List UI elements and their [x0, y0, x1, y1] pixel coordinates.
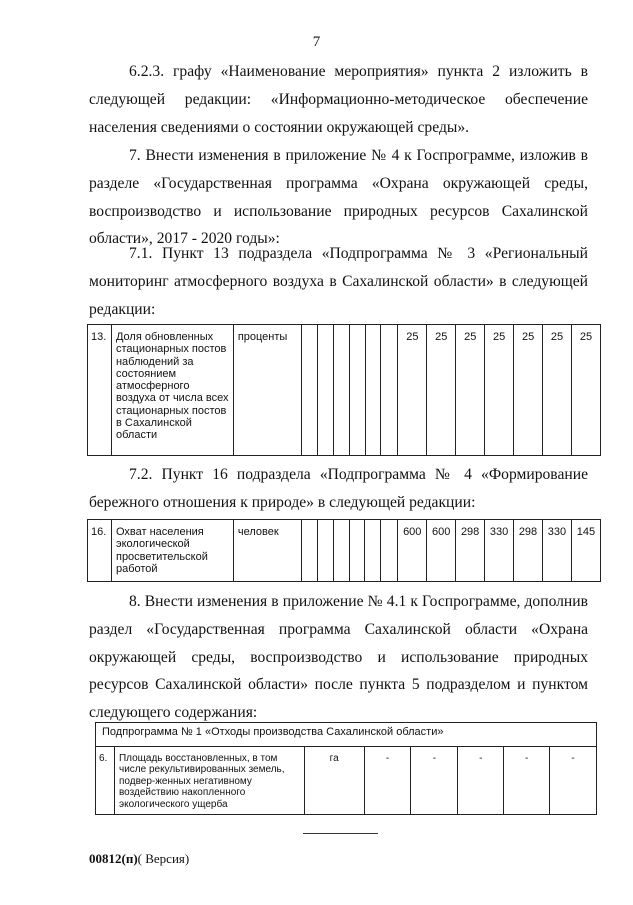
value-cell: [365, 325, 381, 456]
indicator-name: Охват населения экологической просветительской работой: [111, 520, 233, 582]
value-cell: [301, 520, 317, 582]
value-cell: 600: [427, 520, 456, 582]
value-cell: 298: [514, 520, 543, 582]
table-item-16: [87, 519, 601, 582]
paragraph-7-1: 7.1. Пункт 13 подраздела «Подпрограмма № 3 «Региональный мониторинг атмосферного воздуха в Сахалинской области» в следующей редакции:: [89, 245, 588, 318]
value-cell: 25: [456, 325, 485, 456]
value-cell: [365, 520, 381, 582]
row-number: 6.: [96, 747, 115, 815]
separator-line: [303, 833, 378, 834]
table-row: [88, 325, 601, 456]
value-cell: 25: [485, 325, 514, 456]
unit-cell: проценты: [233, 325, 301, 456]
value-cell: [317, 520, 333, 582]
value-cell: 298: [456, 520, 485, 582]
value-cell: 25: [572, 325, 601, 456]
table-subprogram-1: [95, 722, 597, 815]
value-cell: -: [458, 747, 504, 815]
page-number: 7: [312, 34, 321, 50]
row-number: 16.: [88, 520, 112, 582]
value-cell: 25: [427, 325, 456, 456]
value-cell: 330: [542, 520, 571, 582]
value-cell: -: [411, 747, 458, 815]
paragraph-8: 8. Внести изменения в приложение № 4.1 к Госпрограмме, дополнив раздел «Государственная программа Сахалинской области «Охрана окружающей среды, воспроизводство и использование природных ресурсов Сахалинской области» после пункта 5 подразделом и пунктом следующего содержания:: [89, 593, 588, 722]
unit-cell: га: [304, 747, 364, 815]
table-row: [88, 520, 601, 582]
document-footer: [89, 851, 189, 867]
subprogram-header: Подпрограмма № 1 «Отходы производства Сахалинской области»: [96, 723, 597, 747]
unit-cell: человек: [233, 520, 301, 582]
table-header-row: [96, 723, 597, 747]
row-number: 13.: [88, 325, 112, 456]
value-cell: [381, 325, 398, 456]
paragraph-7: 7. Внести изменения в приложение № 4 к Госпрограмме, изложив в разделе «Государственная программа «Охрана окружающей среды, воспроизводство и использование природных ресурсов Сахалинской области», 2017 - 2020 годы»:: [89, 147, 588, 248]
value-cell: [381, 520, 398, 582]
value-cell: [333, 325, 349, 456]
value-cell: [349, 325, 365, 456]
value-cell: [301, 325, 317, 456]
value-cell: 25: [543, 325, 572, 456]
table-row: [96, 747, 597, 815]
indicator-name: Площадь восстановленных, в том числе рекультивированных земель, подвер-женных негативному воздействию накопленного экологического ущерба: [114, 747, 304, 815]
value-cell: -: [550, 747, 597, 815]
document-version: ( Версия): [137, 851, 190, 866]
value-cell: -: [504, 747, 550, 815]
value-cell: 145: [571, 520, 600, 582]
document-code: 00812(п): [89, 851, 138, 866]
value-cell: 25: [514, 325, 543, 456]
value-cell: [317, 325, 333, 456]
paragraph-6-2-3: 6.2.3. графу «Наименование мероприятия» пункта 2 изложить в следующей редакции: «Информационно-методическое обеспечение населения сведениями о состоянии окружающей среды».: [89, 63, 588, 136]
value-cell: [333, 520, 349, 582]
value-cell: 25: [398, 325, 427, 456]
indicator-name: Доля обновленных стационарных постов наблюдений за состоянием атмосферного воздуха от числа всех стационарных постов в Сахалинской области: [111, 325, 233, 456]
value-cell: [349, 520, 365, 582]
value-cell: -: [364, 747, 411, 815]
value-cell: 330: [485, 520, 514, 582]
table-item-13: [87, 324, 601, 456]
paragraph-7-2: 7.2. Пункт 16 подраздела «Подпрограмма № 4 «Формирование бережного отношения к природе» в следующей редакции:: [89, 466, 588, 511]
value-cell: 600: [398, 520, 427, 582]
